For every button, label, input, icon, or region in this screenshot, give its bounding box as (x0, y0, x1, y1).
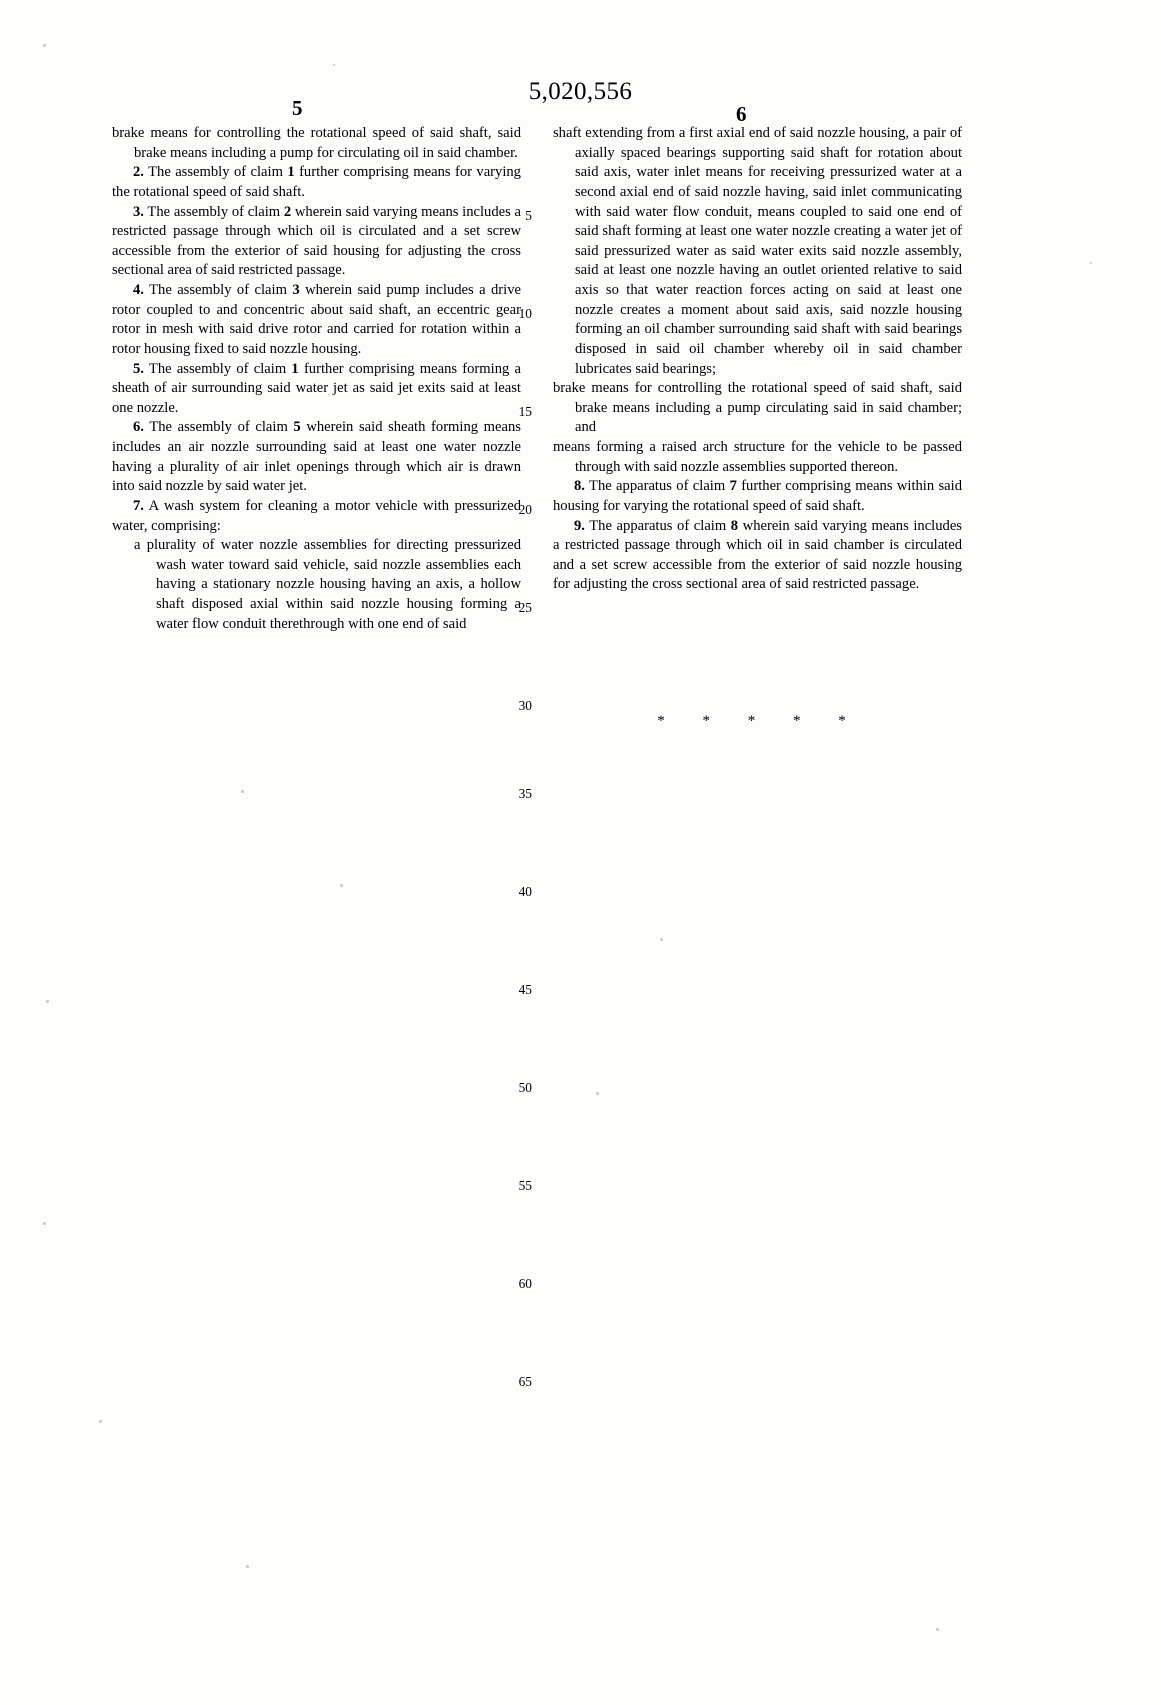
claim-reference: 8 (730, 517, 739, 534)
line-number: 5 (525, 208, 532, 223)
line-number: 40 (518, 884, 532, 899)
claim-number: 2. (133, 164, 144, 181)
scan-speck (241, 790, 244, 793)
claim-paragraph: 5. The assembly of claim 1 further comprising means forming a sheath of air surrounding said water jet as said jet exits said at least one nozzle. (112, 360, 521, 416)
line-number: 25 (518, 600, 532, 615)
claim-paragraph: 3. The assembly of claim 2 wherein said varying means includes a restricted passage through which oil is circulated and a set screw accessible from the exterior of said housing for adjusting the cross sectional area of said restricted passage. (112, 203, 521, 279)
line-number: 45 (518, 982, 532, 997)
claim-paragraph: 4. The assembly of claim 3 wherein said pump includes a drive rotor coupled to and concentric about said shaft, an eccentric gear rotor in mesh with said drive rotor and carried for rotation within a rotor housing fixed to said nozzle housing. (112, 282, 521, 357)
column-number-left: 5 (292, 96, 303, 120)
line-number: 15 (518, 404, 532, 419)
claim-number: 5. (133, 360, 144, 377)
line-number: 20 (518, 502, 532, 517)
claim-paragraph: means forming a raised arch structure for the vehicle to be passed through with said nozzle assemblies supported thereon. (553, 439, 962, 475)
claim-paragraph: brake means for controlling the rotational speed of said shaft, said brake means including a pump circulating said in said chamber; and (553, 380, 962, 436)
scan-speck (46, 1000, 49, 1003)
claims-column-right (553, 124, 962, 595)
claim-number: 8. (574, 478, 585, 495)
line-number: 10 (518, 306, 532, 321)
claim-paragraph: brake means for controlling the rotational speed of said shaft, said brake means including a pump for circulating oil in said chamber. (112, 125, 521, 161)
scan-speck (936, 1628, 939, 1631)
claim-number: 4. (133, 282, 144, 298)
claim-paragraph: a plurality of water nozzle assemblies for directing pressurized wash water toward said vehicle, said nozzle assemblies each having a stationary nozzle housing having an axis, a hollow shaft disposed axial within said nozzle housing forming a water flow conduit therethrough with one end of said (134, 537, 521, 632)
line-number: 50 (518, 1080, 532, 1095)
claim-reference: 5 (293, 419, 301, 436)
scan-speck (340, 884, 343, 887)
claim-paragraph: shaft extending from a first axial end of said nozzle housing, a pair of axially spaced bearings supporting said shaft for rotation about said axis, water inlet means for receiving pressurized water at a second axial end of said nozzle having, said inlet communicating with said water flow conduit, means coupled to said one end of said shaft forming at least one water nozzle creating a water jet of said pressurized water as said water exits said nozzle assembly, said at least one nozzle having an outlet oriented relative to said axis so that water reaction forces acting on said at least one nozzle creates a moment about said axis, said nozzle housing forming an oil chamber surrounding said shaft with said bearings disposed in said oil chamber whereby oil in said chamber lubricates said bearings; (553, 125, 962, 377)
claim-reference: 7 (729, 478, 737, 495)
scan-speck (43, 44, 46, 47)
patent-number: 5,020,556 (528, 78, 633, 105)
scan-speck (246, 1565, 249, 1568)
claim-number: 7. (133, 497, 144, 514)
claim-reference: 1 (291, 360, 299, 377)
claim-reference: 1 (287, 164, 295, 181)
line-number: 35 (518, 786, 532, 801)
line-number: 55 (518, 1178, 532, 1193)
line-number: 60 (518, 1276, 532, 1291)
claim-paragraph: 6. The assembly of claim 5 wherein said sheath forming means includes an air nozzle surrounding said at least one water nozzle having a plurality of air inlet openings through which air is drawn into said nozzle by said water jet. (112, 419, 521, 495)
line-number: 65 (518, 1374, 532, 1389)
claim-reference: 2 (283, 203, 292, 220)
claims-column-left (112, 124, 521, 634)
claim-paragraph: 9. The apparatus of claim 8 wherein said varying means includes a restricted passage through which oil in said chamber is circulated and a set screw accessible from the exterior of said nozzle housing for adjusting the cross sectional area of said restricted passage. (553, 517, 962, 593)
scan-speck (660, 938, 663, 941)
claim-number: 9. (574, 517, 585, 534)
claim-reference: 3 (292, 282, 300, 298)
scan-speck (333, 64, 335, 66)
scan-speck (596, 1092, 599, 1095)
scan-speck (99, 1420, 102, 1423)
claim-number: 6. (133, 419, 144, 436)
claim-paragraph: 2. The assembly of claim 1 further comprising means for varying the rotational speed of said shaft. (112, 164, 521, 200)
scan-speck (1090, 262, 1092, 264)
claim-paragraph: 8. The apparatus of claim 7 further comprising means within said housing for varying the rotational speed of said shaft. (553, 478, 962, 514)
end-of-claims-marker: * * * * * (657, 713, 863, 729)
claim-number: 3. (133, 203, 144, 220)
column-number-right: 6 (736, 102, 747, 126)
claim-paragraph: 7. A wash system for cleaning a motor vehicle with pressurized water, comprising: (112, 497, 521, 534)
scan-speck (43, 1222, 46, 1225)
line-number: 30 (518, 698, 532, 713)
